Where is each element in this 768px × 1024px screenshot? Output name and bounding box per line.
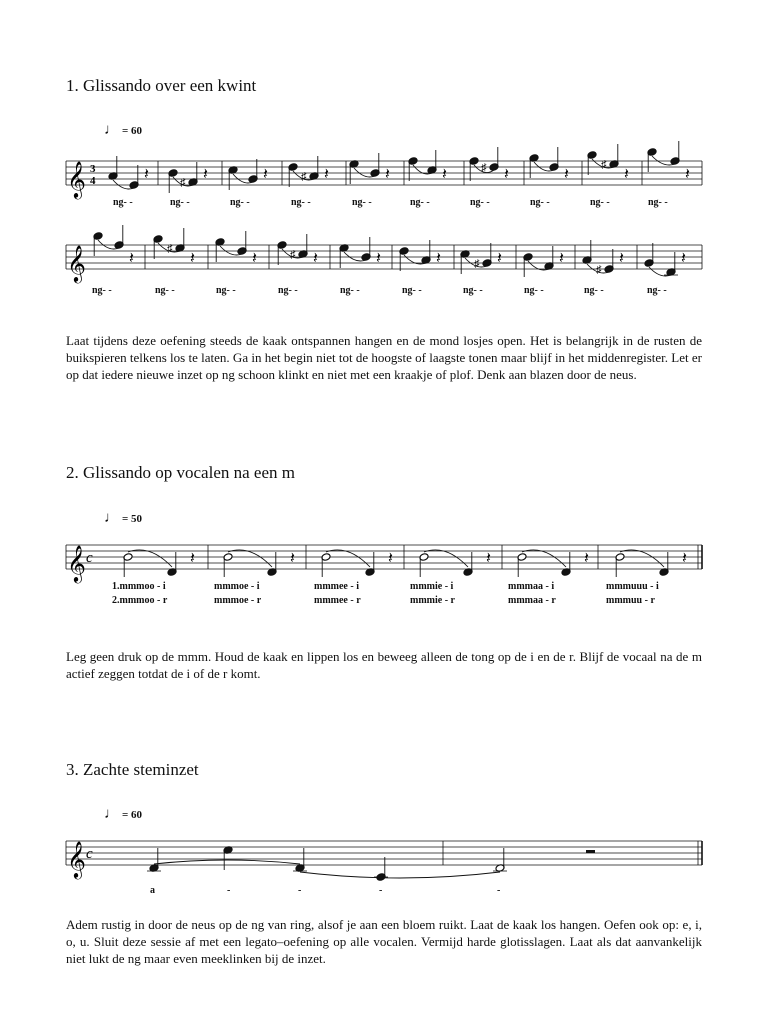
rest-icon: 𝄽 [203, 166, 208, 183]
staff-4 [66, 841, 702, 865]
section-3-paragraph: Adem rustig in door de neus op de ng van ring, alsof je aan een bloem ruikt. Laat de kaak los hangen. Oefen ook op: e, i, o, u. Sluit deze sessie af met een legato–oefening op alle vocalen. Vermijd harde glotisslagen. Laat als dat aanvankelijk niet lukt de ng maar even meeklinken bij de inzet. [66, 917, 702, 966]
lyric: ng- - [170, 197, 190, 208]
lyric: mmmee - r [314, 595, 361, 606]
slur [326, 550, 370, 567]
slur [154, 860, 300, 864]
time-sig-top: 3 [90, 163, 96, 175]
section-1-heading: 1. Glissando over een kwint [66, 76, 257, 95]
rest-icon: 𝄽 [559, 250, 564, 267]
slur [128, 550, 172, 567]
rest-icon: 𝄽 [584, 550, 589, 567]
lyric: ng- - [92, 285, 112, 296]
rest-icon: 𝄽 [624, 166, 629, 183]
slur [424, 550, 468, 567]
lyric: ng- - [402, 285, 422, 296]
slur [522, 550, 566, 567]
rest-icon: 𝄽 [685, 166, 690, 183]
section-2-paragraph: Leg geen druk op de mmm. Houd de kaak en lippen los en beweeg alleen de tong op de i en de r. Blijf de vocaal na de m actief zeggen totdat de i of de r komt. [66, 649, 702, 681]
staff-2-lyrics [92, 285, 667, 296]
rest-icon: 𝄽 [497, 250, 502, 267]
rest-icon: 𝄽 [252, 250, 257, 267]
lyric: mmmuu - r [606, 595, 655, 606]
quarter-note-icon: ♩ [104, 122, 119, 138]
rest-icon: 𝄽 [376, 250, 381, 267]
lyric: - [298, 885, 302, 896]
lyric: ng- - [647, 285, 667, 296]
lyric: mmmee - i [314, 581, 359, 592]
rest-icon: 𝄽 [190, 250, 195, 267]
tempo-value: = 60 [122, 809, 143, 821]
treble-clef-1: 𝄞 [67, 161, 86, 197]
rest-icon: 𝄽 [681, 250, 686, 267]
rest-icon: 𝄽 [682, 550, 687, 567]
lyric: - [379, 885, 383, 896]
staff-3-lyrics [112, 581, 659, 606]
lyric: ng- - [113, 197, 133, 208]
lyric: mmmuuu - i [606, 581, 659, 592]
rest-icon: 𝄽 [442, 166, 447, 183]
lyric: ng- - [470, 197, 490, 208]
lyric: mmmie - i [410, 581, 454, 592]
half-rest-icon [586, 850, 595, 853]
lyric: mmmie - r [410, 595, 455, 606]
lyric: a [150, 885, 155, 896]
lyric: mmmoe - r [214, 595, 262, 606]
lyric: mmmaa - r [508, 595, 556, 606]
rest-icon: 𝄽 [324, 166, 329, 183]
lyric: ng- - [648, 197, 668, 208]
lyric: ng- - [590, 197, 610, 208]
lyric: 2.mmmoo - r [112, 595, 168, 606]
slur [620, 550, 664, 567]
quarter-note-icon: ♩ [104, 806, 119, 822]
tempo-value: = 50 [122, 513, 143, 525]
sharp-icon: ♯ [301, 171, 307, 183]
rest-icon: 𝄽 [129, 250, 134, 267]
lyric: ng- - [230, 197, 250, 208]
lyric: mmmaa - i [508, 581, 555, 592]
sharp-icon: ♯ [596, 264, 602, 276]
treble-clef-3: 𝄞 [67, 545, 86, 581]
lyric: ng- - [530, 197, 550, 208]
lyric: 1.mmmoo - i [112, 581, 166, 592]
staff-4-lyrics [150, 885, 500, 896]
lyric: ng- - [216, 285, 236, 296]
sharp-icon: ♯ [180, 177, 186, 189]
rest-icon: 𝄽 [144, 166, 149, 183]
slur [300, 872, 500, 878]
lyric: ng- - [463, 285, 483, 296]
rest-icon: 𝄽 [564, 166, 569, 183]
lyric: mmmoe - i [214, 581, 260, 592]
rest-icon: 𝄽 [619, 250, 624, 267]
lyric: ng- - [291, 197, 311, 208]
time-sig-bottom: 4 [90, 175, 96, 187]
lyric: ng- - [352, 197, 372, 208]
rest-icon: 𝄽 [190, 550, 195, 567]
lyric: ng- - [155, 285, 175, 296]
staff-1-lyrics [113, 197, 668, 208]
rest-icon: 𝄽 [486, 550, 491, 567]
section-2-heading: 2. Glissando op vocalen na een m [66, 463, 295, 482]
sharp-icon: ♯ [474, 258, 480, 270]
sharp-icon: ♯ [290, 249, 296, 261]
slur [228, 550, 272, 567]
lyric: - [497, 885, 501, 896]
section-2-tempo [104, 510, 142, 527]
lyric: - [227, 885, 231, 896]
staff-3 [66, 545, 702, 569]
treble-clef-2: 𝄞 [67, 245, 86, 281]
common-time-3: c [86, 550, 93, 566]
rest-icon: 𝄽 [313, 250, 318, 267]
rest-icon: 𝄽 [263, 166, 268, 183]
staff-2 [66, 245, 702, 269]
section-3-heading: 3. Zachte steminzet [66, 760, 199, 779]
section-1-paragraph: Laat tijdens deze oefening steeds de kaak ontspannen hangen en de mond losjes open. Het is belangrijk in de rusten de buikspieren telkens los te laten. Ga in het begin niet tot de hoogste of laagste tonen maar blijf in het middenregister. Let er op dat iedere nieuwe inzet op ng schoon klinkt en niet met een kraakje of plof. Denk aan blazen door de neus. [66, 333, 702, 382]
section-3-tempo [104, 806, 142, 823]
rest-icon: 𝄽 [436, 250, 441, 267]
sharp-icon: ♯ [481, 162, 487, 174]
rest-icon: 𝄽 [504, 166, 509, 183]
treble-clef-4: 𝄞 [67, 841, 86, 877]
tempo-value: = 60 [122, 125, 143, 137]
lyric: ng- - [524, 285, 544, 296]
lyric: ng- - [340, 285, 360, 296]
rest-icon: 𝄽 [385, 166, 390, 183]
rest-icon: 𝄽 [388, 550, 393, 567]
lyric: ng- - [584, 285, 604, 296]
quarter-note-icon: ♩ [104, 510, 119, 526]
common-time-4: c [86, 846, 93, 862]
sharp-icon: ♯ [167, 243, 173, 255]
lyric: ng- - [410, 197, 430, 208]
rest-icon: 𝄽 [290, 550, 295, 567]
staff-1 [66, 161, 702, 185]
staff-4-notes [147, 846, 595, 882]
lyric: ng- - [278, 285, 298, 296]
sharp-icon: ♯ [601, 159, 607, 171]
